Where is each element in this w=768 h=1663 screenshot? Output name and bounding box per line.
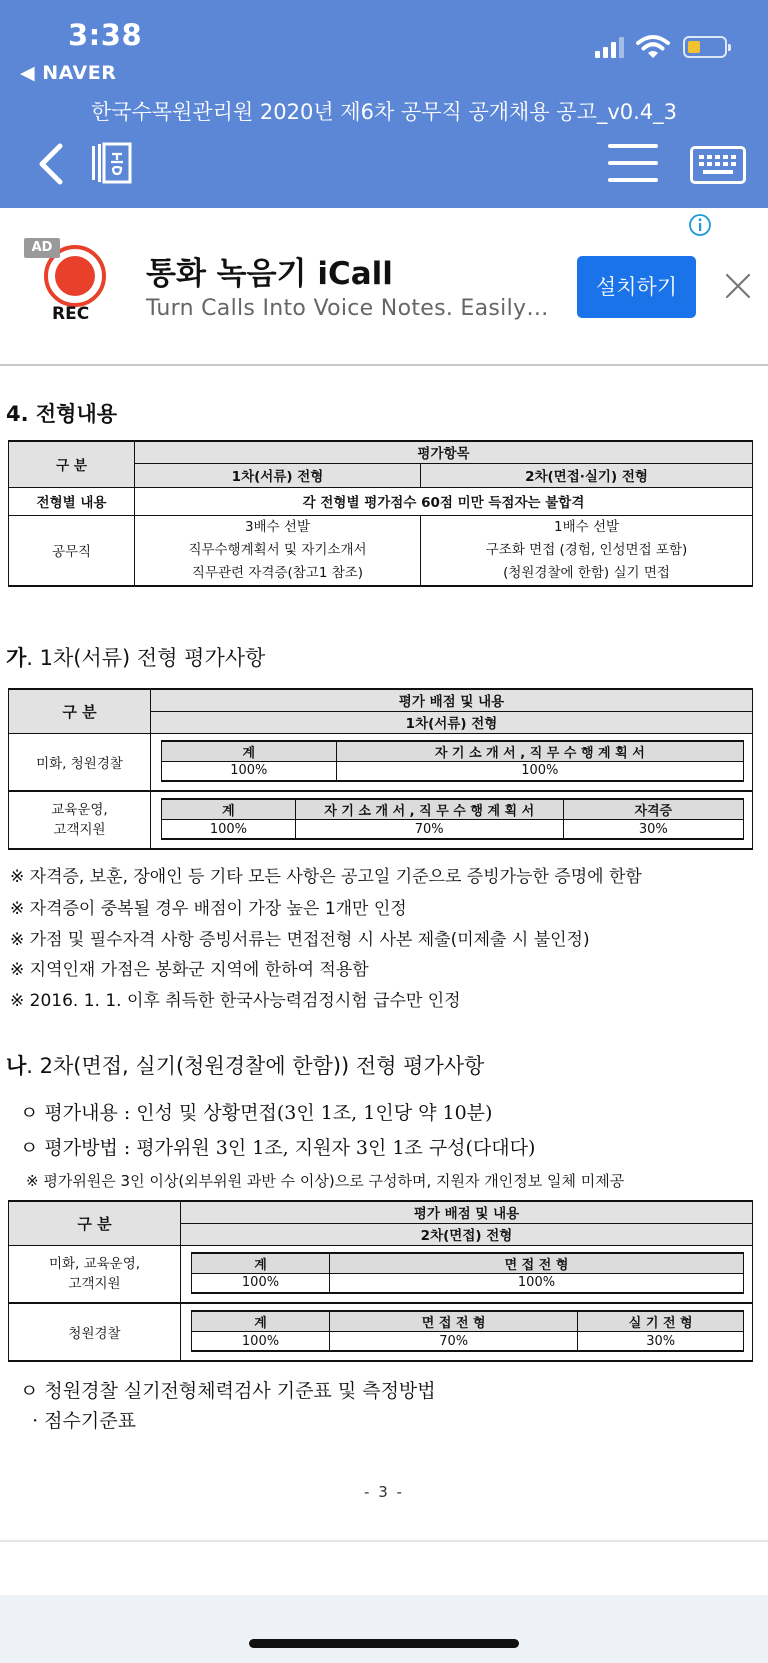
table-cell bbox=[181, 1245, 753, 1303]
inner-value: 100% bbox=[162, 819, 296, 839]
note-item: ※ 가점 및 필수자격 사항 증빙서류는 면접전형 시 사본 제출(미제출 시 불인정) bbox=[10, 930, 590, 950]
table-cell bbox=[181, 1303, 753, 1361]
inner-value: 70% bbox=[330, 1331, 578, 1351]
cell-line: 교육운영, bbox=[51, 802, 108, 818]
inner-header: 계 bbox=[192, 1311, 330, 1332]
bullet-item: ㅇ 청원경찰 실기전형체력검사 기준표 및 측정방법 bbox=[20, 1380, 436, 1402]
table-row-label: 미화, 청원경찰 bbox=[9, 733, 151, 791]
close-icon[interactable] bbox=[724, 272, 752, 300]
home-indicator[interactable] bbox=[249, 1639, 519, 1648]
top-bar bbox=[0, 0, 768, 208]
inner-header: 면 접 전 형 bbox=[330, 1253, 744, 1274]
ad-badge: AD bbox=[24, 238, 60, 258]
inner-value: 100% bbox=[162, 761, 337, 781]
inner-score-table bbox=[161, 740, 744, 783]
table-header-stage: 2차(면접) 전형 bbox=[181, 1223, 753, 1245]
inner-header: 자격증 bbox=[563, 799, 743, 820]
signal-icon bbox=[595, 36, 625, 58]
table-header-gubun: 구 분 bbox=[9, 689, 151, 733]
stage1-eval-table bbox=[8, 688, 753, 850]
section-na-text: . 2차(면접, 실기(청원경찰에 한함)) 전형 평가사항 bbox=[26, 1054, 485, 1078]
note-item: ※ 지역인재 가점은 봉화군 지역에 한하여 적용함 bbox=[10, 960, 369, 980]
document-viewer-icon[interactable] bbox=[90, 142, 138, 184]
bottom-area bbox=[0, 1595, 768, 1663]
cell-line: 구조화 면접 (경험, 인성면접 포함) bbox=[485, 541, 688, 558]
inner-header: 계 bbox=[162, 799, 296, 820]
table-cell: 각 전형별 평가점수 60점 미만 득점자는 불합격 bbox=[135, 487, 753, 515]
keyboard-icon[interactable] bbox=[690, 146, 746, 184]
table-cell bbox=[135, 515, 421, 586]
table-row-label: 공무직 bbox=[9, 515, 135, 586]
inner-value: 70% bbox=[295, 819, 563, 839]
inner-header: 실 기 전 형 bbox=[578, 1311, 744, 1332]
document-page[interactable] bbox=[0, 368, 768, 1540]
inner-score-table bbox=[191, 1252, 744, 1295]
note-item: ※ 자격증이 중복될 경우 배점이 가장 높은 1개만 인정 bbox=[10, 899, 407, 919]
ad-title[interactable]: 통화 녹음기 iCall bbox=[146, 256, 393, 292]
battery-icon bbox=[683, 36, 727, 58]
inner-header: 자 기 소 개 서 , 직 무 수 행 계 획 서 bbox=[336, 741, 743, 762]
info-icon[interactable] bbox=[688, 213, 712, 237]
cell-line: 직무수행계획서 및 자기소개서 bbox=[188, 541, 367, 558]
bullet-item: · 점수기준표 bbox=[20, 1410, 136, 1432]
back-to-app-link[interactable]: ◀ NAVER bbox=[20, 62, 117, 84]
ad-subtitle: Turn Calls Into Voice Notes. Easily… bbox=[146, 296, 549, 321]
section-ga-text: . 1차(서류) 전형 평가사항 bbox=[26, 646, 266, 670]
table-row-label: 청원경찰 bbox=[9, 1303, 181, 1361]
table-cell bbox=[421, 515, 753, 586]
inner-header: 자 기 소 개 서 , 직 무 수 행 계 획 서 bbox=[295, 799, 563, 820]
table-header-stage2: 2차(면접·실기) 전형 bbox=[421, 463, 753, 487]
page-number: - 3 - bbox=[364, 1483, 404, 1501]
bullet-item: ㅇ 평가내용 : 인성 및 상황면접(3인 1조, 1인당 약 10분) bbox=[20, 1102, 493, 1124]
cell-line: 1배수 선발 bbox=[553, 518, 620, 535]
table-header-gubun: 구 분 bbox=[9, 441, 135, 487]
table-header-eval-items: 평가항목 bbox=[135, 441, 753, 463]
inner-value: 100% bbox=[192, 1331, 330, 1351]
inner-value: 30% bbox=[578, 1331, 744, 1351]
ad-banner[interactable] bbox=[0, 208, 768, 366]
inner-header: 계 bbox=[162, 741, 337, 762]
inner-value: 100% bbox=[330, 1273, 744, 1293]
bullet-item: ㅇ 평가방법 : 평가위원 3인 1조, 지원자 3인 1조 구성(다대다) bbox=[20, 1137, 536, 1159]
inner-score-table bbox=[161, 798, 744, 841]
cell-line: 미화, 교육운영, bbox=[48, 1255, 141, 1272]
table-header-stage: 1차(서류) 전형 bbox=[151, 711, 753, 733]
table-cell bbox=[151, 791, 753, 849]
chevron-left-icon[interactable] bbox=[34, 140, 68, 188]
table-row-label: 전형별 내용 bbox=[9, 487, 135, 515]
menu-icon[interactable] bbox=[608, 144, 658, 184]
inner-score-table bbox=[191, 1310, 744, 1353]
note-item: ※ 2016. 1. 1. 이후 취득한 한국사능력검정시험 급수만 인정 bbox=[10, 991, 461, 1011]
table-row-label bbox=[9, 1245, 181, 1303]
cell-line: 직무관련 자격증(참고1 참조) bbox=[191, 564, 364, 581]
stage2-eval-table bbox=[8, 1200, 753, 1362]
inner-header: 면 접 전 형 bbox=[330, 1311, 578, 1332]
cell-line: 고객지원 bbox=[53, 822, 106, 838]
status-time: 3:38 bbox=[68, 18, 143, 52]
note-item: ※ 자격증, 보훈, 장애인 등 기타 모든 사항은 공고일 기준으로 증빙가능한 증명에 한함 bbox=[10, 867, 642, 887]
table-header-eval: 평가 배점 및 내용 bbox=[181, 1201, 753, 1223]
table-header-stage1: 1차(서류) 전형 bbox=[135, 463, 421, 487]
app-icon-label: REC bbox=[52, 304, 90, 324]
document-title: 한국수목원관리원 2020년 제6차 공무직 공개채용 공고_v0.4_3 bbox=[90, 100, 678, 124]
cell-line: 3배수 선발 bbox=[244, 518, 311, 535]
inner-value: 100% bbox=[192, 1273, 330, 1293]
section-ga-title bbox=[6, 642, 265, 672]
inner-value: 30% bbox=[563, 819, 743, 839]
table-cell bbox=[151, 733, 753, 791]
inner-value: 100% bbox=[336, 761, 743, 781]
wifi-icon bbox=[636, 34, 670, 60]
table-row-label bbox=[9, 791, 151, 849]
page-divider bbox=[0, 1540, 768, 1542]
inner-header: 계 bbox=[192, 1253, 330, 1274]
table-header-eval: 평가 배점 및 내용 bbox=[151, 689, 753, 711]
selection-content-table bbox=[8, 440, 753, 587]
cell-line: (청원경찰에 한함) 실기 면접 bbox=[503, 564, 670, 581]
section-ga-prefix: 가 bbox=[6, 646, 27, 670]
section-na-prefix: 나 bbox=[6, 1054, 27, 1078]
section-4-title: 4. 전형내용 bbox=[6, 402, 118, 426]
table-header-gubun: 구 분 bbox=[9, 1201, 181, 1245]
cell-line: 고객지원 bbox=[68, 1275, 121, 1292]
section-na-title bbox=[6, 1050, 484, 1080]
sub-note: ※ 평가위원은 3인 이상(외부위원 과반 수 이상)으로 구성하며, 지원자 개인정보 일체 미제공 bbox=[26, 1172, 625, 1190]
install-button[interactable]: 설치하기 bbox=[577, 256, 696, 318]
